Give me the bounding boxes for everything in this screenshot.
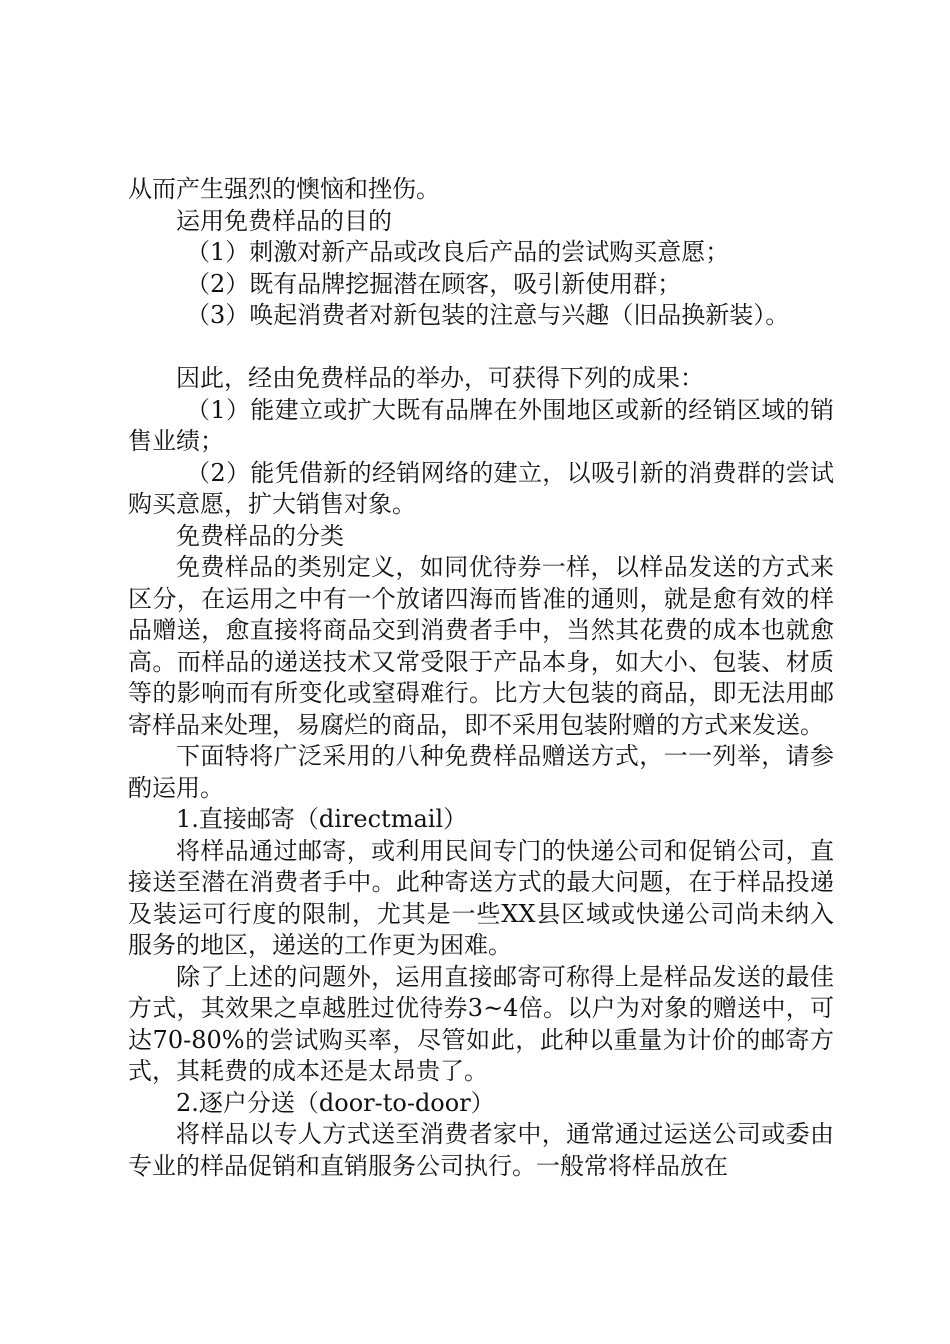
list-item: （1）能建立或扩大既有品牌在外围地区或新的经销区域的销售业绩； <box>128 395 834 455</box>
list-item: （2）能凭借新的经销网络的建立，以吸引新的消费群的尝试购买意愿，扩大销售对象。 <box>128 458 834 518</box>
list-item: （2）既有品牌挖掘潜在顾客，吸引新使用群； <box>186 269 682 298</box>
list-item: （1）刺激对新产品或改良后产品的尝试购买意愿； <box>186 238 730 266</box>
list-item: （3）唤起消费者对新包装的注意与兴趣（旧品换新装）。 <box>186 301 790 329</box>
document-body <box>128 174 834 1182</box>
paragraph: 将样品以专人方式送至消费者家中，通常通过运送公司或委由专业的样品促销和直销服务公司执行。一般常将样品放在 <box>128 1120 834 1180</box>
section-heading: 2.逐户分送（door-to-door） <box>176 1088 495 1117</box>
paragraph: 从而产生强烈的懊恼和挫伤。 <box>128 175 440 203</box>
section-heading: 运用免费样品的目的 <box>176 206 392 235</box>
paragraph: 免费样品的类别定义，如同优待券一样，以样品发送的方式来区分，在运用之中有一个放诸四海而皆准的通则，就是愈有效的样品赠送，愈直接将商品交到消费者手中，当然其花费的成本也就愈高。而样品的递送技术又常受限于产品本身，如大小、包装、材质等的影响而有所变化或窒碍难行。比方大包装的商品，即无法用邮寄样品来处理，易腐烂的商品，即不采用包装附赠的方式来发送。 <box>128 553 834 739</box>
paragraph: 下面特将广泛采用的八种免费样品赠送方式，一一列举，请参酌运用。 <box>128 742 834 802</box>
paragraph: 因此，经由免费样品的举办，可获得下列的成果： <box>176 364 704 392</box>
section-heading: 1.直接邮寄（directmail） <box>176 805 468 833</box>
blank-line <box>128 332 834 364</box>
paragraph: 除了上述的问题外，运用直接邮寄可称得上是样品发送的最佳方式，其效果之卓越胜过优待券3~4倍。以户为对象的赠送中，可达70-80%的尝试购买率，尽管如此，此种以重量为计价的邮寄方式，其耗费的成本还是太昂贵了。 <box>128 962 834 1085</box>
section-heading: 免费样品的分类 <box>176 521 344 550</box>
paragraph: 将样品通过邮寄，或利用民间专门的快递公司和促销公司，直接送至潜在消费者手中。此种寄送方式的最大问题，在于样品投递及装运可行度的限制，尤其是一些XX县区域或快递公司尚未纳入服务的地区，递送的工作更为困难。 <box>128 836 834 959</box>
